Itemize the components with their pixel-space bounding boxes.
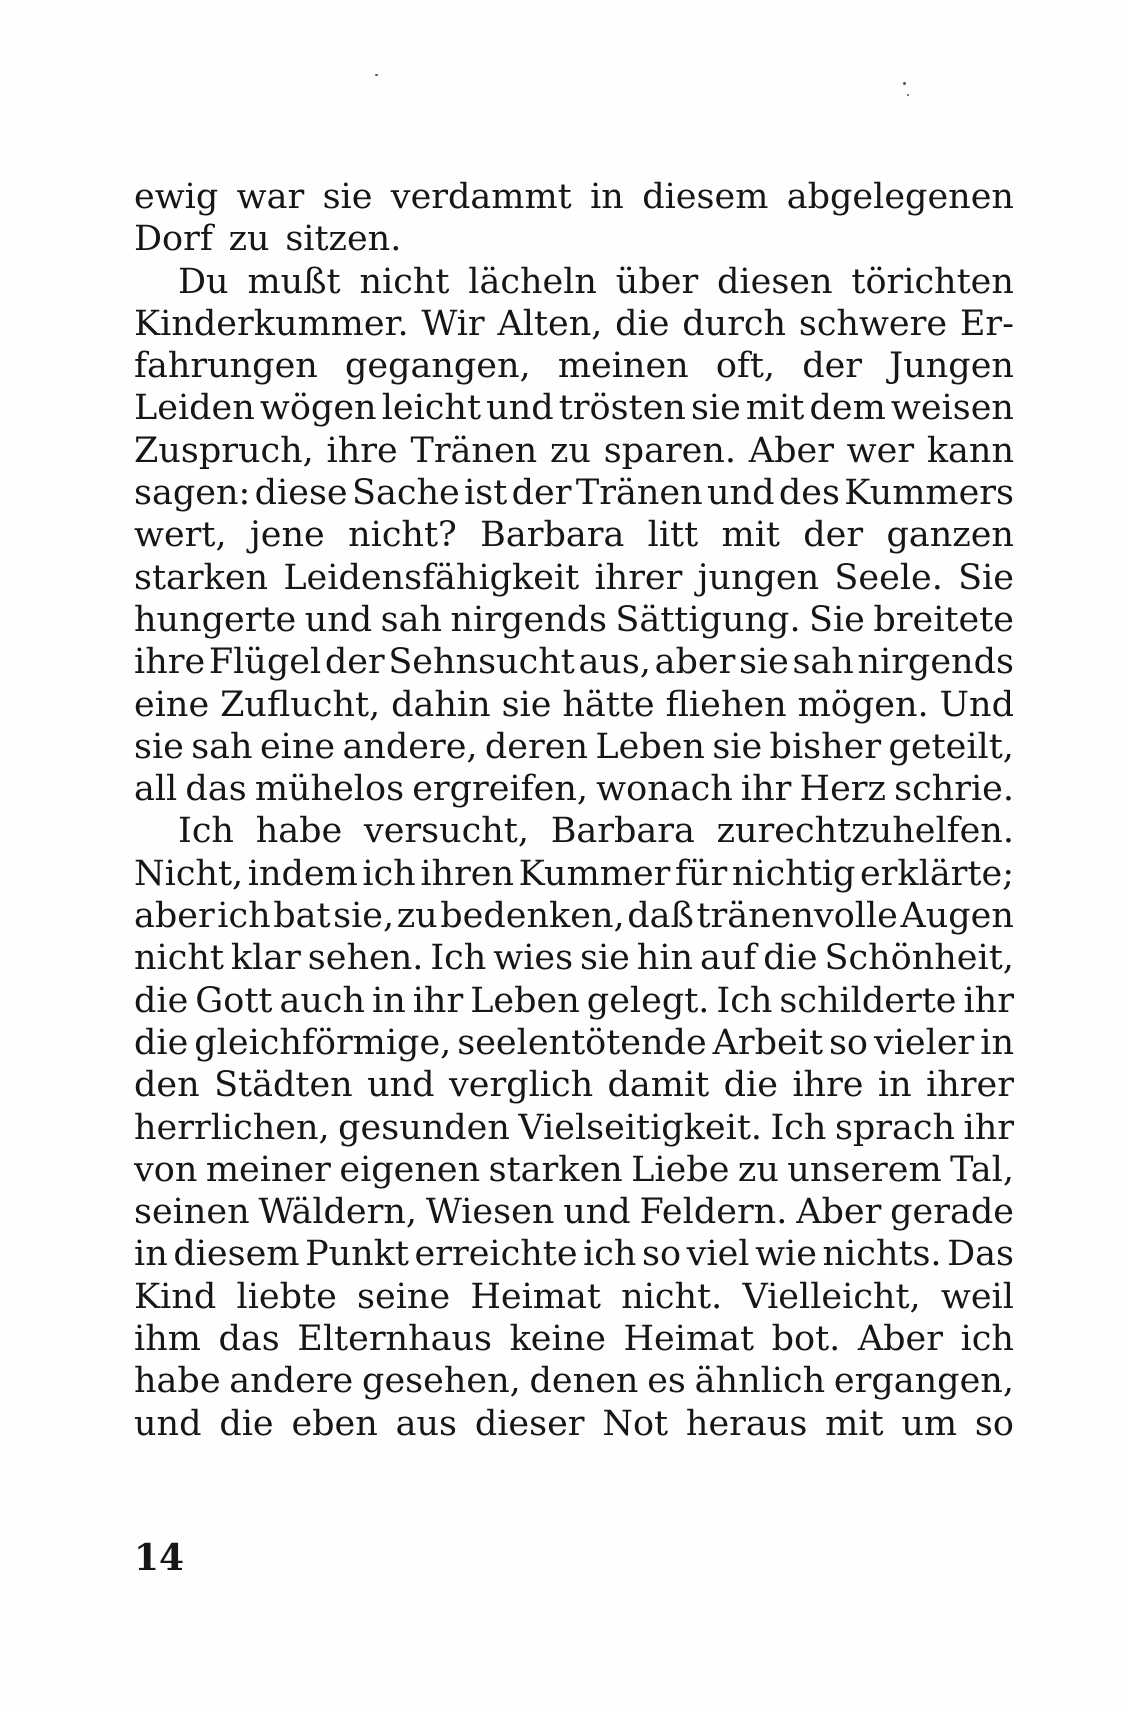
word: ihre bbox=[134, 642, 206, 683]
word: Und bbox=[939, 684, 1014, 725]
word: nichtig bbox=[731, 853, 856, 894]
word: Kind bbox=[134, 1276, 217, 1317]
text-line bbox=[134, 937, 1014, 979]
text-line bbox=[134, 684, 1014, 726]
word: Sie bbox=[809, 599, 865, 640]
word: aber bbox=[654, 642, 736, 683]
word: eigenen bbox=[339, 1149, 481, 1190]
word: andere, bbox=[342, 726, 478, 767]
word: sie bbox=[322, 177, 373, 217]
word: aus bbox=[395, 1403, 457, 1444]
word: diesem bbox=[642, 177, 769, 217]
word: zu bbox=[228, 219, 270, 260]
word: Barbara bbox=[480, 515, 625, 556]
word: und bbox=[486, 388, 554, 429]
text-line bbox=[134, 430, 1014, 472]
word: Ich bbox=[770, 1107, 827, 1148]
word: Tal, bbox=[950, 1149, 1014, 1190]
word: in bbox=[590, 177, 624, 217]
word: ganzen bbox=[886, 515, 1014, 556]
text-line bbox=[134, 1403, 1014, 1445]
text-line bbox=[134, 1360, 1014, 1402]
word: sie bbox=[738, 642, 789, 683]
word: Leben bbox=[595, 726, 705, 767]
word: in bbox=[877, 1065, 912, 1106]
word: abgelegenen bbox=[786, 177, 1014, 217]
text-line bbox=[134, 895, 1014, 937]
word: sie bbox=[501, 684, 552, 725]
word: jungen bbox=[697, 557, 820, 598]
word: Er- bbox=[959, 303, 1014, 344]
word: eine bbox=[259, 726, 336, 767]
word: zu bbox=[737, 1149, 779, 1190]
text-line bbox=[134, 641, 1014, 683]
word: daß bbox=[627, 896, 694, 937]
word: Leben bbox=[470, 980, 580, 1021]
text-line bbox=[134, 1064, 1014, 1106]
word: wie bbox=[755, 1234, 817, 1275]
text-line bbox=[134, 387, 1014, 429]
word: Arbeit bbox=[712, 1022, 824, 1063]
word: in bbox=[980, 1022, 1014, 1063]
word: sie bbox=[690, 388, 741, 429]
word: Kummers bbox=[844, 473, 1014, 514]
word: so bbox=[828, 1022, 869, 1063]
word: des bbox=[778, 473, 840, 514]
text-line bbox=[134, 345, 1014, 387]
word: litt bbox=[647, 515, 699, 556]
page-number: 14 bbox=[134, 1537, 185, 1579]
word: ihrer bbox=[926, 1065, 1014, 1106]
word: Heimat bbox=[470, 1276, 601, 1317]
word: oft, bbox=[715, 346, 776, 387]
word: ihr bbox=[412, 980, 464, 1021]
word: dahin bbox=[391, 684, 491, 725]
word: wer bbox=[846, 430, 915, 471]
word: ergreifen, bbox=[412, 769, 589, 810]
word: Augen bbox=[900, 896, 1014, 937]
word: die bbox=[219, 1403, 274, 1444]
word: sah bbox=[380, 599, 443, 640]
text-line bbox=[134, 980, 1014, 1022]
word: tränenvolle bbox=[696, 896, 898, 937]
word: ihm bbox=[134, 1319, 201, 1360]
word: ihrer bbox=[594, 557, 683, 598]
word: Punkt bbox=[305, 1234, 409, 1275]
text-line bbox=[134, 1276, 1014, 1318]
text-line bbox=[134, 1233, 1014, 1275]
word: Wiesen bbox=[425, 1192, 555, 1233]
word: sah bbox=[792, 642, 854, 683]
text-line bbox=[134, 1107, 1014, 1149]
text-line bbox=[134, 853, 1014, 895]
word: Barbara bbox=[550, 811, 695, 852]
word: für bbox=[675, 853, 728, 894]
word: Feldern. bbox=[639, 1192, 788, 1233]
word: all bbox=[134, 769, 178, 810]
word: starken bbox=[488, 1149, 623, 1190]
text-line bbox=[134, 218, 1014, 260]
word: ergangen, bbox=[833, 1361, 1014, 1402]
word: diesem bbox=[173, 1234, 300, 1275]
word: herrlichen, bbox=[134, 1107, 330, 1148]
text-line bbox=[134, 557, 1014, 599]
word: nirgends bbox=[857, 642, 1014, 683]
word: und bbox=[706, 473, 775, 514]
word: die bbox=[763, 938, 818, 979]
word: zu bbox=[396, 896, 438, 937]
word: Flügel bbox=[208, 642, 322, 683]
word: Vielleicht, bbox=[742, 1276, 921, 1317]
word: Zuspruch, bbox=[134, 430, 314, 471]
word: ewig bbox=[134, 177, 219, 217]
word: sprach bbox=[834, 1107, 956, 1148]
word: der bbox=[324, 642, 385, 683]
word: wögen bbox=[259, 388, 377, 429]
word: Aber bbox=[796, 1192, 882, 1233]
word: andere bbox=[229, 1361, 354, 1402]
word: sah bbox=[191, 726, 253, 767]
word: leicht bbox=[381, 388, 482, 429]
word: ist bbox=[464, 473, 508, 514]
word: seine bbox=[357, 1276, 451, 1317]
print-speck bbox=[375, 74, 378, 76]
body-text bbox=[134, 176, 1014, 1445]
text-line bbox=[134, 599, 1014, 641]
word: wies bbox=[493, 938, 574, 979]
word: mühelos bbox=[254, 769, 405, 810]
word: gelegt. bbox=[586, 980, 710, 1021]
word: verglich bbox=[448, 1065, 594, 1106]
word: Kummer bbox=[518, 853, 671, 894]
word: gesunden bbox=[338, 1107, 510, 1148]
word: schwere bbox=[798, 303, 948, 344]
word: nicht bbox=[134, 938, 224, 979]
word: Aber bbox=[748, 430, 834, 471]
word: ihre bbox=[792, 1065, 864, 1106]
word: mit bbox=[721, 515, 780, 556]
word: Sie bbox=[958, 557, 1014, 598]
word: zurechtzuhelfen. bbox=[716, 811, 1014, 852]
word: schilderte bbox=[779, 980, 957, 1021]
word: fahrungen bbox=[134, 346, 318, 387]
word: durch bbox=[682, 303, 787, 344]
word: erklärte; bbox=[859, 853, 1014, 894]
word: Du bbox=[178, 261, 229, 302]
word: Kinderkummer. bbox=[134, 303, 409, 344]
word: die bbox=[134, 980, 189, 1021]
word: keine bbox=[509, 1319, 606, 1360]
word: gerade bbox=[890, 1192, 1014, 1233]
word: sie bbox=[134, 726, 184, 767]
word: ihre bbox=[326, 430, 398, 471]
word: wonach bbox=[596, 769, 733, 810]
word: die bbox=[134, 1022, 189, 1063]
word: Gott bbox=[195, 980, 273, 1021]
word: erreichte bbox=[414, 1234, 578, 1275]
word: Herz bbox=[799, 769, 886, 810]
text-line bbox=[134, 261, 1014, 303]
word: eine bbox=[134, 684, 210, 725]
word: sie bbox=[712, 726, 763, 767]
word: und bbox=[367, 1065, 435, 1106]
word: Tränen bbox=[410, 430, 538, 471]
word: meinen bbox=[557, 346, 689, 387]
word: Dorf bbox=[134, 219, 213, 260]
word: ihr bbox=[963, 1107, 1014, 1148]
word: bisher bbox=[769, 726, 882, 767]
word: weil bbox=[940, 1276, 1014, 1317]
word: war bbox=[236, 177, 305, 217]
word: dieser bbox=[474, 1403, 585, 1444]
word: aus, bbox=[578, 642, 651, 683]
word: der bbox=[803, 515, 864, 556]
word: Vielseitigkeit. bbox=[518, 1107, 763, 1148]
word: seinen bbox=[134, 1192, 250, 1233]
word: indem bbox=[247, 853, 358, 894]
word: ihren bbox=[420, 853, 515, 894]
word: geteilt, bbox=[888, 726, 1014, 767]
word: hätte bbox=[562, 684, 655, 725]
word: deren bbox=[484, 726, 589, 767]
word: um bbox=[901, 1403, 958, 1444]
word: trösten bbox=[558, 388, 686, 429]
word: habe bbox=[134, 1361, 221, 1402]
word: ich bbox=[583, 1234, 637, 1275]
word: gesehen, bbox=[362, 1361, 521, 1402]
word: sparen. bbox=[603, 430, 737, 471]
word: nirgends bbox=[450, 599, 607, 640]
word: zu bbox=[549, 430, 591, 471]
word: jene bbox=[249, 515, 325, 556]
word: gleichförmige, bbox=[194, 1022, 452, 1063]
word: diese bbox=[254, 473, 348, 514]
word: den bbox=[134, 1065, 200, 1106]
word: sitzen. bbox=[285, 219, 402, 260]
word: wert, bbox=[134, 515, 227, 556]
word: Wäldern, bbox=[258, 1192, 418, 1233]
word: die bbox=[723, 1065, 778, 1106]
word: Heimat bbox=[623, 1319, 755, 1360]
word: Ich bbox=[430, 938, 487, 979]
word: und bbox=[563, 1192, 631, 1233]
word: damit bbox=[607, 1065, 710, 1106]
word: habe bbox=[255, 811, 343, 852]
word: unserem bbox=[787, 1149, 942, 1190]
word: und bbox=[134, 1403, 202, 1444]
word: Liebe bbox=[631, 1149, 730, 1190]
word: Leidensfähigkeit bbox=[283, 557, 580, 598]
word: Das bbox=[947, 1234, 1014, 1275]
word: fliehen bbox=[665, 684, 787, 725]
word: törichten bbox=[851, 261, 1014, 302]
word: klar bbox=[230, 938, 301, 979]
text-line bbox=[134, 176, 1014, 218]
word: von bbox=[134, 1149, 198, 1190]
text-line bbox=[134, 1022, 1014, 1064]
word: Städten bbox=[214, 1065, 353, 1106]
word: eben bbox=[291, 1403, 378, 1444]
word: auf bbox=[699, 938, 757, 979]
word: bedenken, bbox=[440, 896, 625, 937]
word: Not bbox=[602, 1403, 669, 1444]
text-line bbox=[134, 514, 1014, 556]
word: nicht? bbox=[348, 515, 457, 556]
word: meiner bbox=[205, 1149, 331, 1190]
word: ich bbox=[960, 1319, 1014, 1360]
word: denen bbox=[529, 1361, 639, 1402]
word: kann bbox=[926, 430, 1014, 471]
word: Sättigung. bbox=[615, 599, 801, 640]
text-line bbox=[134, 1191, 1014, 1233]
word: Jungen bbox=[889, 346, 1014, 387]
word: vieler bbox=[873, 1022, 975, 1063]
word: Seele. bbox=[834, 557, 943, 598]
text-line bbox=[134, 472, 1014, 514]
word: schrie. bbox=[894, 769, 1014, 810]
word: mit bbox=[825, 1403, 884, 1444]
word: mußt bbox=[247, 261, 341, 302]
word: diesen bbox=[717, 261, 833, 302]
word: verdammt bbox=[390, 177, 572, 217]
word: dem bbox=[809, 388, 886, 429]
word: sie bbox=[579, 938, 630, 979]
word: so bbox=[642, 1234, 682, 1275]
word: hungerte bbox=[134, 599, 297, 640]
word: hin bbox=[636, 938, 694, 979]
word: ich bbox=[362, 853, 416, 894]
text-line bbox=[134, 303, 1014, 345]
word: in bbox=[372, 980, 406, 1021]
text-line bbox=[134, 1318, 1014, 1360]
word: ihr bbox=[963, 980, 1014, 1021]
word: Leiden bbox=[134, 388, 255, 429]
word: es bbox=[647, 1361, 686, 1402]
word: Wir bbox=[421, 303, 485, 344]
word: ähnlich bbox=[694, 1361, 826, 1402]
word: nicht. bbox=[621, 1276, 723, 1317]
word: ich bbox=[217, 896, 271, 937]
word: heraus bbox=[685, 1403, 808, 1444]
word: so bbox=[974, 1403, 1014, 1444]
word: und bbox=[304, 599, 373, 640]
word: sehen. bbox=[307, 938, 424, 979]
word: lächeln bbox=[468, 261, 597, 302]
word: Ich bbox=[178, 811, 234, 852]
word: ihr bbox=[740, 769, 792, 810]
word: mögen. bbox=[797, 684, 929, 725]
text-line bbox=[134, 726, 1014, 768]
word: das bbox=[218, 1319, 280, 1360]
word: sagen: bbox=[134, 473, 251, 514]
word: Ich bbox=[716, 980, 773, 1021]
word: über bbox=[615, 261, 699, 302]
word: der bbox=[802, 346, 863, 387]
word: Nicht, bbox=[134, 853, 244, 894]
print-speck bbox=[907, 94, 909, 96]
word: sie, bbox=[333, 896, 395, 937]
text-line bbox=[134, 1149, 1014, 1191]
word: der bbox=[511, 473, 572, 514]
word: Alten, bbox=[497, 303, 603, 344]
word: versucht, bbox=[363, 811, 529, 852]
word: nichts. bbox=[822, 1234, 942, 1275]
word: liebte bbox=[236, 1276, 337, 1317]
word: Sehnsucht bbox=[388, 642, 575, 683]
word: gegangen, bbox=[344, 346, 531, 387]
word: Aber bbox=[857, 1319, 943, 1360]
word: Zuflucht, bbox=[220, 684, 381, 725]
word: weisen bbox=[890, 388, 1014, 429]
word: viel bbox=[686, 1234, 750, 1275]
print-speck bbox=[903, 82, 906, 85]
word: auch bbox=[279, 980, 366, 1021]
word: breitete bbox=[873, 599, 1014, 640]
word: Elternhaus bbox=[297, 1319, 493, 1360]
word: aber bbox=[134, 896, 215, 937]
word: seelentötende bbox=[457, 1022, 707, 1063]
word: die bbox=[615, 303, 670, 344]
word: Sache bbox=[352, 473, 460, 514]
word: in bbox=[134, 1234, 168, 1275]
word: Tränen bbox=[575, 473, 703, 514]
word: Schönheit, bbox=[824, 938, 1014, 979]
text-line bbox=[134, 768, 1014, 810]
word: mit bbox=[745, 388, 805, 429]
word: das bbox=[185, 769, 247, 810]
text-line bbox=[134, 810, 1014, 852]
word: bat bbox=[273, 896, 331, 937]
word: bot. bbox=[771, 1319, 841, 1360]
word: nicht bbox=[359, 261, 450, 302]
word: starken bbox=[134, 557, 269, 598]
